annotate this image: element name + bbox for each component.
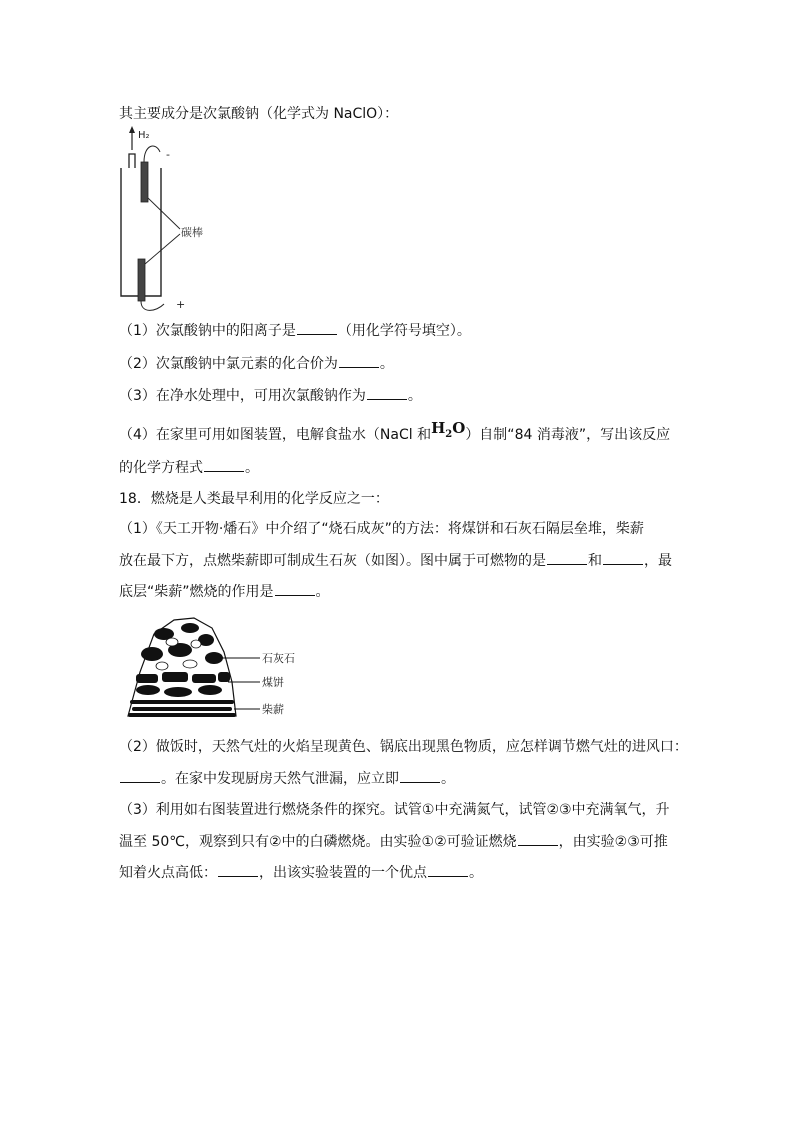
q17-item-2: （2）次氯酸钠中氯元素的化合价为 。 <box>119 353 394 374</box>
firewood-layer <box>128 700 236 717</box>
answer-blank[interactable] <box>547 550 587 565</box>
q18-title: 18．燃烧是人类最早利用的化学反应之一： <box>119 491 389 507</box>
q18-p3-line2: 温至 50℃，观察到只有②中的白磷燃烧。由实验①②可验证燃烧 ，由实验②③可推 <box>119 831 668 852</box>
q17-item-1: （1）次氯酸钠中的阳离子是 （用化学符号填空）。 <box>119 320 471 341</box>
q18-p1-line1: （1）《天工开物·燔石》中介绍了“烧石成灰”的方法：将煤饼和石灰石隔层垒堆，柴薪 <box>119 521 644 537</box>
label-coal-cake: 煤饼 <box>262 676 284 689</box>
label-firewood: 柴薪 <box>262 703 284 716</box>
q18-p1-line2: 放在最下方，点燃柴薪即可制成生石灰（如图）。图中属于可燃物的是 和 ，最 <box>119 550 672 571</box>
answer-blank[interactable] <box>518 831 558 846</box>
rod-label: 碳棒 <box>181 226 203 239</box>
q18-p2-line2: 。在家中发现厨房天然气泄漏，应立即 。 <box>119 768 455 789</box>
answer-blank[interactable] <box>120 768 160 783</box>
electrolysis-figure <box>116 124 226 314</box>
answer-blank[interactable] <box>339 353 379 368</box>
water-formula: $H_2O$ <box>431 419 466 440</box>
q17-item-4: （4）在家里可用如图装置，电解食盐水（NaCl 和$H_2O$）自制“84 消毒液”，写出该反应 <box>119 419 671 443</box>
gas-tube <box>129 154 135 168</box>
plus-sign: + <box>176 298 186 311</box>
answer-blank[interactable] <box>400 768 440 783</box>
answer-blank[interactable] <box>603 550 643 565</box>
carbon-rod-top <box>141 162 148 202</box>
q18-p2-line1: （2）做饭时，天然气灶的火焰呈现黄色、锅底出现黑色物质，应怎样调节燃气灶的进风口： <box>119 739 688 755</box>
intro-text: 其主要成分是次氯酸钠（化学式为 NaClO）： <box>119 106 399 122</box>
q17-item-4-cont: 的化学方程式 。 <box>119 457 259 478</box>
q18-p1-line3: 底层“柴薪”燃烧的作用是 。 <box>119 581 330 602</box>
q18-p3-line3: 知着火点高低： ，出该实验装置的一个优点 。 <box>119 862 483 883</box>
label-limestone: 石灰石 <box>262 652 295 665</box>
answer-blank[interactable] <box>428 862 468 877</box>
q18-p3-line1: （3）利用如右图装置进行燃烧条件的探究。试管①中充满氮气，试管②③中充满氧气，升 <box>119 802 670 818</box>
answer-blank[interactable] <box>275 581 315 596</box>
answer-blank[interactable] <box>297 320 337 335</box>
answer-blank[interactable] <box>367 385 407 400</box>
lime-kiln-figure <box>124 612 299 724</box>
gas-label: H₂ <box>138 130 150 141</box>
minus-sign: - <box>166 148 170 161</box>
answer-blank[interactable] <box>204 457 244 472</box>
q17-item-3: （3）在净水处理中，可用次氯酸钠作为 。 <box>119 385 422 406</box>
answer-blank[interactable] <box>218 862 258 877</box>
carbon-rod-bottom <box>138 259 145 301</box>
